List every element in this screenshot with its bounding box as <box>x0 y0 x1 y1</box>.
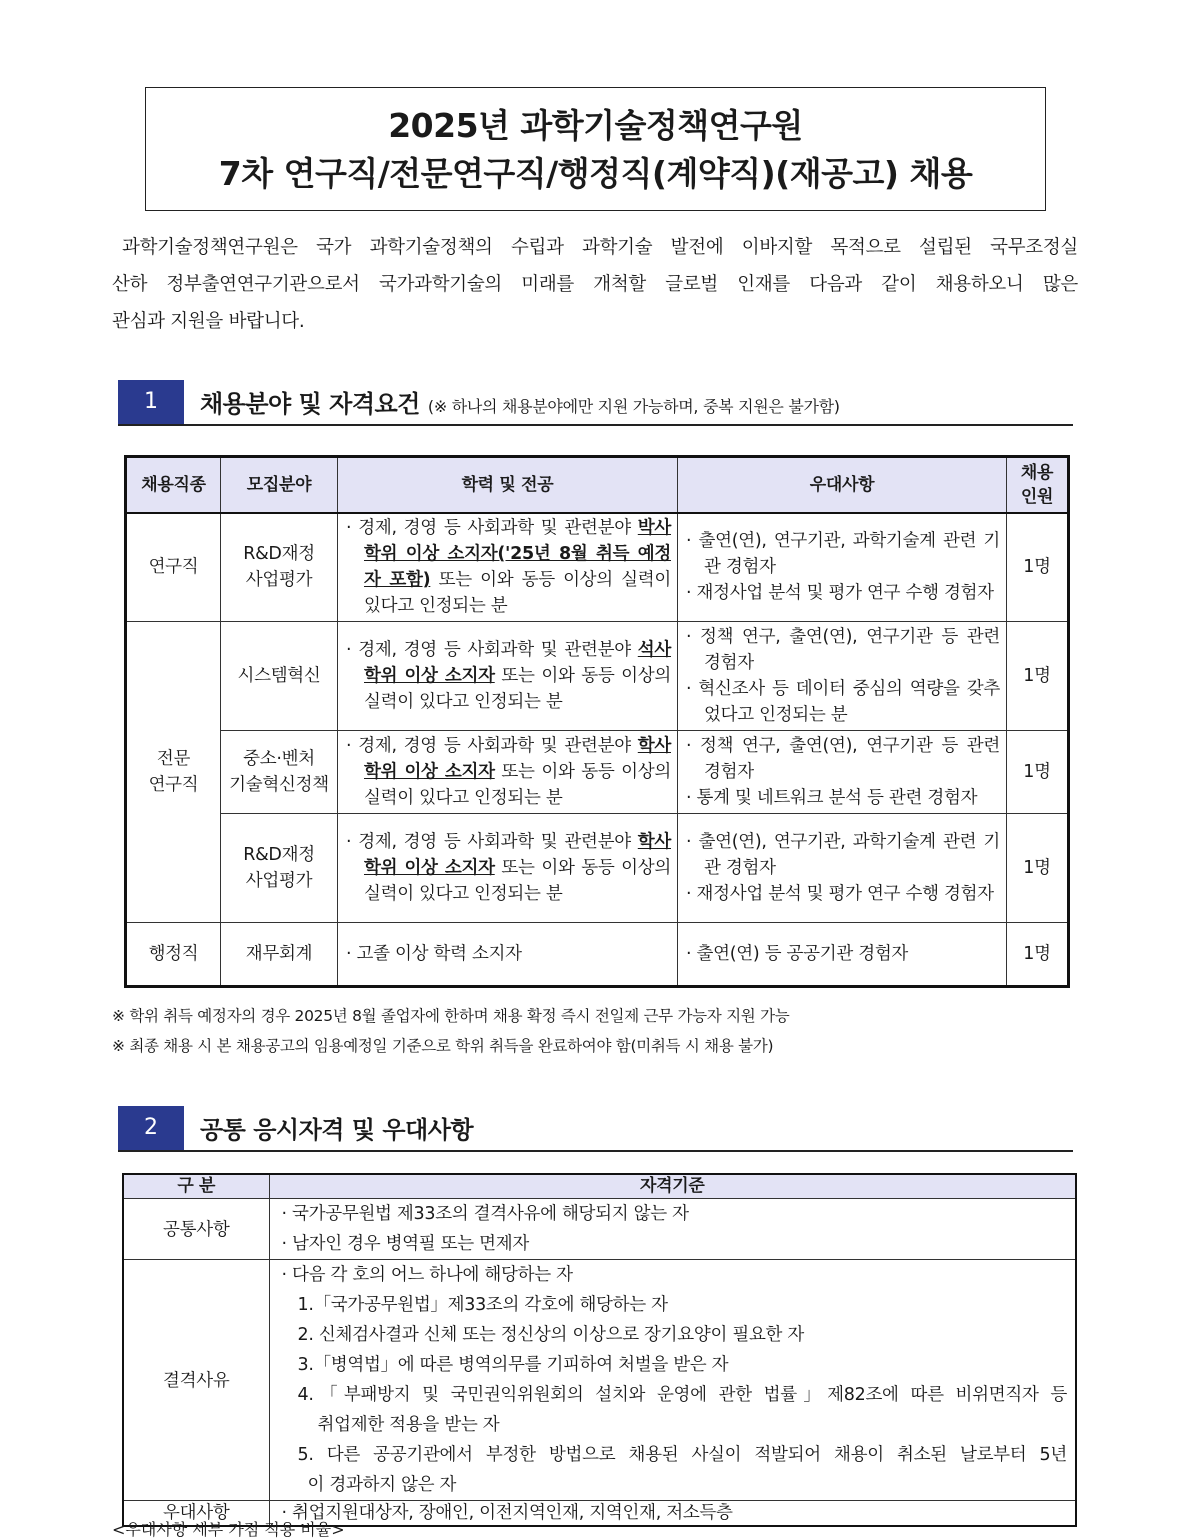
edu-degree: 석사학위 이상 소지자 <box>364 640 671 686</box>
common-label: 공통사항 <box>123 1198 269 1259</box>
title-box <box>145 87 1046 211</box>
preference-cell <box>678 513 1007 622</box>
field-cell: 재무회계 <box>221 923 338 987</box>
criteria-item-continued: 이 경과하지 않은 자 <box>307 1474 457 1495</box>
pref-item: · 재정사업 분석 및 평가 연구 수행 경험자 <box>686 583 994 604</box>
section-1-title <box>200 384 840 419</box>
education-cell <box>338 731 678 814</box>
edu-degree: 박사학위 이상 소지자('25년 8월 취득 예정자 포함) <box>364 518 671 591</box>
header-count-line-1: 채용 <box>1020 462 1054 483</box>
edu-text: 또는 이와 동등 이상의 실력이 있다고 인정되는 분 <box>364 762 671 808</box>
table-row <box>126 622 1069 731</box>
job-type-cell <box>126 622 221 923</box>
pref-item: · 통계 및 네트워크 분석 등 관련 경험자 <box>686 788 978 808</box>
edu-text: 또는 이와 동등 이상의 실력이 있다고 인정되는 분 <box>364 858 671 904</box>
count-cell: 1명 <box>1007 923 1069 987</box>
header-field: 모집분야 <box>221 457 338 513</box>
edu-degree: 학사학위 이상 소지자 <box>364 832 671 878</box>
edu-text: · 경제, 경영 등 사회과학 및 관련분야 <box>346 640 638 660</box>
table-row <box>126 513 1069 622</box>
preference-cell <box>678 622 1007 731</box>
edu-degree: 학사학위 이상 소지자 <box>364 736 671 782</box>
note-2: ※ 최종 채용 시 본 채용공고의 임용예정일 기준으로 학위 취득을 완료하여야 함(미취득 시 채용 불가) <box>112 1037 774 1055</box>
header-job-type: 채용직종 <box>126 457 221 513</box>
field-line: 기술혁신정책 <box>229 775 329 795</box>
edu-text: · 경제, 경영 등 사회과학 및 관련분야 <box>346 518 638 539</box>
table-row <box>126 731 1069 814</box>
criteria-item: · 남자인 경우 병역필 또는 면제자 <box>281 1233 529 1254</box>
note-1: ※ 학위 취득 예정자의 경우 2025년 8월 졸업자에 한하며 채용 확정 즉시 전일제 근무 가능자 지원 가능 <box>112 1007 790 1025</box>
edu-text: 또는 이와 동등 이상의 실력이 있다고 인정되는 분 <box>364 666 671 712</box>
preference-cell <box>678 731 1007 814</box>
section-2-title: 공통 응시자격 및 우대사항 <box>200 1116 474 1144</box>
header-criteria: 자격기준 <box>269 1174 1076 1198</box>
pref-item: · 정책 연구, 출연(연), 연구기관 등 관련 경험자 <box>686 736 1000 782</box>
table-header-row <box>123 1174 1076 1198</box>
field-cell <box>221 731 338 814</box>
field-line: 사업평가 <box>245 871 313 891</box>
pref-item: · 출연(연) 등 공공기관 경험자 <box>686 944 909 964</box>
pref-item: · 혁신조사 등 데이터 중심의 역량을 갖추었다고 인정되는 분 <box>686 679 1000 725</box>
pref-item: · 출연(연), 연구기관, 과학기술계 관련 기관 경험자 <box>686 531 1000 578</box>
intro-line-2: 산하 정부출연연구기관으로서 국가과학기술의 미래를 개척할 글로벌 인재를 다음과 같이 채용하오니 많은 <box>112 274 1078 295</box>
recruitment-table <box>124 455 1070 988</box>
job-type-cell: 연구직 <box>126 513 221 622</box>
field-cell <box>221 513 338 622</box>
section-1-title-text: 채용분야 및 자격요건 <box>200 390 420 418</box>
common-criteria <box>269 1198 1076 1259</box>
table-row <box>123 1198 1076 1259</box>
count-cell: 1명 <box>1007 731 1069 814</box>
education-cell <box>338 814 678 923</box>
table-row <box>123 1259 1076 1500</box>
preference-label: 우대사항 <box>123 1500 269 1526</box>
pref-item: · 출연(연), 연구기관, 과학기술계 관련 기관 경험자 <box>686 832 1000 878</box>
table-row <box>126 814 1069 923</box>
header-preference: 우대사항 <box>678 457 1007 513</box>
header-education: 학력 및 전공 <box>338 457 678 513</box>
header-category: 구 분 <box>123 1174 269 1198</box>
job-type-line: 전문 <box>156 749 191 769</box>
criteria-lead: · 다음 각 호의 어느 하나에 해당하는 자 <box>281 1264 573 1285</box>
title-line-2: 7차 연구직/전문연구직/행정직(계약직)(재공고) 채용 <box>218 154 973 193</box>
pref-item: · 정책 연구, 출연(연), 연구기관 등 관련 경험자 <box>686 627 1000 673</box>
education-cell <box>338 513 678 622</box>
header-count-line-2: 인원 <box>1020 486 1054 507</box>
disqualification-label: 결격사유 <box>123 1259 269 1500</box>
table-header-row <box>126 457 1069 513</box>
field-line: 중소·벤처 <box>243 749 315 769</box>
section-1-note: (※ 하나의 채용분야에만 지원 가능하며, 중복 지원은 불가함) <box>427 397 840 416</box>
edu-text: · 경제, 경영 등 사회과학 및 관련분야 <box>346 832 638 852</box>
intro-line-1: 과학기술정책연구원은 국가 과학기술정책의 수립과 과학기술 발전에 이바지할 목적으로 설립된 국무조정실 <box>122 237 1078 258</box>
criteria-item: 2. 신체검사결과 신체 또는 정신상의 이상으로 장기요양이 필요한 자 <box>297 1324 805 1345</box>
disqualification-criteria <box>269 1259 1076 1500</box>
pref-item: · 재정사업 분석 및 평가 연구 수행 경험자 <box>686 884 994 904</box>
count-cell: 1명 <box>1007 814 1069 923</box>
table-row <box>126 923 1069 987</box>
criteria-item: 1.「국가공무원법」제33조의 각호에 해당하는 자 <box>297 1294 668 1315</box>
education-cell <box>338 622 678 731</box>
edu-text: 또는 이와 동등 이상의 실력이 있다고 인정되는 분 <box>364 570 671 617</box>
criteria-item: 4.「부패방지 및 국민권익위원회의 설치와 운영에 관한 법률」제82조에 따른 비위면직자 등 <box>297 1384 1067 1405</box>
job-type-cell: 행정직 <box>126 923 221 987</box>
criteria-item-continued: 취업제한 적용을 받는 자 <box>317 1414 500 1435</box>
education-cell <box>338 923 678 987</box>
preference-criteria: · 취업지원대상자, 장애인, 이전지역인재, 지역인재, 저소득층 <box>269 1500 1076 1526</box>
section-2-header <box>118 1106 1073 1152</box>
bottom-note: <우대사항 세부 가점 적용 비율> <box>112 1520 345 1538</box>
field-line: R&D재정 <box>243 845 315 865</box>
intro-paragraph <box>112 229 1078 340</box>
title-line-1: 2025년 과학기술정책연구원 <box>388 106 803 145</box>
field-cell: 시스템혁신 <box>221 622 338 731</box>
section-1-header <box>118 380 1073 426</box>
qualification-table <box>122 1173 1077 1527</box>
count-cell: 1명 <box>1007 513 1069 622</box>
intro-line-3: 관심과 지원을 바랍니다. <box>112 311 305 332</box>
section-2-number: 2 <box>118 1106 184 1150</box>
count-cell: 1명 <box>1007 622 1069 731</box>
field-cell <box>221 814 338 923</box>
criteria-item: 5. 다른 공공기관에서 부정한 방법으로 채용된 사실이 적발되어 채용이 취소된 날로부터 5년 <box>297 1444 1067 1465</box>
header-count <box>1007 457 1069 513</box>
section-1-number: 1 <box>118 380 184 424</box>
edu-text: · 경제, 경영 등 사회과학 및 관련분야 <box>346 736 638 756</box>
field-line: R&D재정 <box>243 544 315 565</box>
criteria-item: 3.「병역법」에 따른 병역의무를 기피하여 처벌을 받은 자 <box>297 1354 729 1375</box>
edu-text: · 고졸 이상 학력 소지자 <box>346 944 522 964</box>
preference-cell <box>678 814 1007 923</box>
preference-cell <box>678 923 1007 987</box>
job-type-line: 연구직 <box>148 775 199 795</box>
field-line: 사업평가 <box>245 570 313 591</box>
criteria-item: · 국가공무원법 제33조의 결격사유에 해당되지 않는 자 <box>281 1203 689 1224</box>
